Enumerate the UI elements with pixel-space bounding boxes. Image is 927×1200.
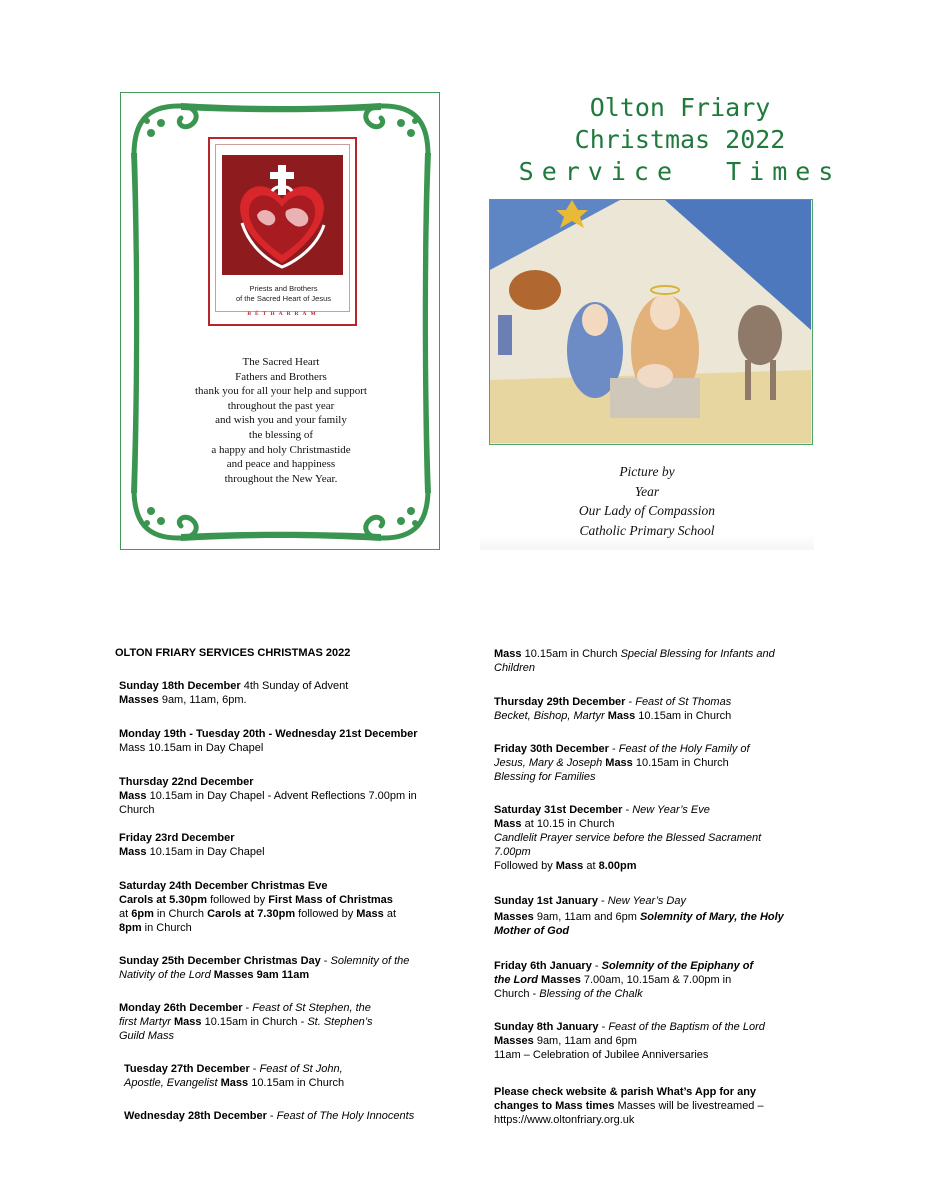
entry-dash: - <box>320 955 331 967</box>
card-message-line: and wish you and your family <box>215 414 347 427</box>
card-message-line: Fathers and Brothers <box>235 370 327 383</box>
entry-times: 10.15am in Church - <box>201 1016 308 1028</box>
entry-mass-label: Masses <box>119 694 159 706</box>
schedule-entry <box>494 647 834 675</box>
schedule-entry <box>494 803 834 873</box>
schedule-entry <box>494 1020 834 1062</box>
entry-mass-label: Masses <box>538 974 581 986</box>
entry-times: Church <box>119 804 155 816</box>
logo-place: BÉTHARRAM <box>247 311 320 317</box>
entry-text: followed by <box>207 894 269 906</box>
entry-feast: Feast of The Holy Innocents <box>276 1110 415 1122</box>
page-title <box>480 92 880 188</box>
entry-text: Church - <box>494 988 540 1000</box>
entry-times: 10.15am in Church <box>635 710 732 722</box>
entry-date: Saturday 31st December <box>494 804 623 816</box>
entry-dash: - <box>625 696 636 708</box>
card-message <box>141 355 421 486</box>
entry-mass-label: Mass <box>494 818 522 830</box>
entry-text: at <box>119 908 132 920</box>
sacred-heart-emblem <box>222 155 343 275</box>
entry-date: Wednesday 28th December <box>124 1110 267 1122</box>
entry-date: Sunday 25th December Christmas Day <box>119 955 321 967</box>
entry-feast: first Martyr <box>119 1016 171 1028</box>
entry-mass-label: Masses 9am 11am <box>210 969 310 981</box>
entry-times: 9am, 11am and 6pm <box>533 1035 637 1047</box>
entry-times: 10.15am in Day Chapel <box>146 846 265 858</box>
schedule-entry <box>494 742 834 784</box>
entry-note: Blessing for Families <box>494 771 596 783</box>
entry-text: at <box>383 908 397 920</box>
notice <box>494 1085 834 1127</box>
entry-feast: Feast of St John, <box>259 1063 343 1075</box>
entry-text: in Church <box>141 922 192 934</box>
entry-date: Monday 19th - Tuesday 20th - Wednesday 21st December <box>119 728 418 740</box>
picture-caption <box>480 462 814 550</box>
caption-line: Year <box>634 483 660 499</box>
entry-dash: - <box>622 804 633 816</box>
entry-dash: - <box>608 743 619 755</box>
entry-feast: Apostle, Evangelist <box>124 1077 218 1089</box>
entry-mass-label: Mass <box>602 757 633 769</box>
entry-times: 9am, 11am and 6pm <box>533 911 640 923</box>
entry-times: 7.00am, 10.15am & 7.00pm in <box>580 974 732 986</box>
entry-feast: Mother of God <box>494 925 570 937</box>
entry-date: Sunday 8th January <box>494 1021 599 1033</box>
schedule-entry <box>494 959 834 1001</box>
entry-dash: - <box>249 1063 260 1075</box>
entry-feast: Feast of the Holy Family of <box>618 743 750 755</box>
schedule-entry <box>124 1062 464 1090</box>
logo-line-1: Priests and Brothers <box>249 284 318 293</box>
title-line-2: Christmas 2022 <box>574 125 786 154</box>
logo-line-2: of the Sacred Heart of Jesus <box>235 294 332 303</box>
entry-note: 7.00pm <box>494 846 531 858</box>
notice-text: changes to Mass times <box>494 1100 615 1112</box>
entry-time: 8.00pm <box>598 860 637 872</box>
schedule-entry <box>494 894 834 938</box>
entry-mass-label: First Mass of Christmas <box>268 894 393 906</box>
entry-date: Thursday 22nd December <box>119 776 254 788</box>
entry-time: 6pm <box>131 908 154 920</box>
schedule-entry <box>119 727 459 755</box>
entry-text: in Church <box>153 908 208 920</box>
entry-dash: - <box>266 1110 277 1122</box>
entry-feast: Solemnity of the Epiphany of <box>601 960 754 972</box>
schedule-entry <box>119 775 459 817</box>
entry-date: Friday 23rd December <box>119 832 235 844</box>
entry-times: Mass 10.15am in Day Chapel <box>119 742 264 754</box>
entry-date: Saturday 24th December Christmas Eve <box>119 880 328 892</box>
entry-note: Children <box>494 662 535 674</box>
entry-mass-label: Mass <box>494 648 522 660</box>
entry-dash: - <box>597 895 608 907</box>
entry-note: 11am – Celebration of Jubilee Anniversaries <box>494 1049 709 1061</box>
entry-mass-label: Mass <box>119 846 147 858</box>
entry-note: Special Blessing for Infants and <box>620 648 775 660</box>
nativity-drawing <box>489 199 813 445</box>
entry-text: followed by <box>295 908 357 920</box>
card-message-line: The Sacred Heart <box>242 356 320 368</box>
entry-times: 10.15am in Church <box>248 1077 345 1089</box>
entry-mass-label: Mass <box>555 860 584 872</box>
card-message-line: and peace and happiness <box>226 458 336 471</box>
entry-note: St. Stephen’s <box>307 1016 373 1028</box>
entry-date: Sunday 1st January <box>494 895 598 907</box>
entry-mass-label: Mass <box>356 908 384 920</box>
entry-feast: Solemnity of the <box>330 955 410 967</box>
entry-date: Friday 30th December <box>494 743 609 755</box>
entry-carols: Carols at 5.30pm <box>119 894 208 906</box>
entry-feast: New Year’s Eve <box>632 804 710 816</box>
entry-note: Blessing of the Chalk <box>539 988 643 1000</box>
entry-note: 4th Sunday of Advent <box>240 680 349 692</box>
card-message-line: throughout the past year <box>227 399 335 412</box>
caption-line: Catholic Primary School <box>579 522 715 538</box>
entry-feast: the Lord <box>494 974 538 986</box>
caption-line: Picture by <box>619 464 675 479</box>
entry-feast: Feast of St Thomas <box>635 696 732 708</box>
title-line-1: Olton Friary <box>589 93 771 122</box>
entry-times: 9am, 11am, 6pm. <box>158 694 247 706</box>
entry-mass-label: Masses <box>494 911 534 923</box>
entry-note: Guild Mass <box>119 1030 175 1042</box>
schedule-entry <box>119 679 459 707</box>
entry-dash: - <box>591 960 602 972</box>
entry-feast: New Year’s Day <box>607 895 686 907</box>
website-link[interactable]: https://www.oltonfriary.org.uk <box>494 1114 635 1126</box>
entry-feast: Feast of St Stephen, the <box>252 1002 371 1014</box>
entry-feast: Becket, Bishop, Martyr <box>494 710 605 722</box>
nativity-drawing-art <box>490 200 811 443</box>
card-message-line: throughout the New Year. <box>224 472 338 485</box>
schedule-entry <box>119 831 459 859</box>
schedule-heading: OLTON FRIARY SERVICES CHRISTMAS 2022 <box>115 647 351 659</box>
schedule-entry <box>494 695 834 723</box>
schedule-entry <box>119 1001 459 1043</box>
entry-time: 8pm <box>119 922 142 934</box>
card-front <box>120 92 440 550</box>
entry-mass-label: Mass <box>119 790 147 802</box>
entry-mass-label: Mass <box>217 1077 249 1089</box>
entry-mass-label: Mass <box>604 710 636 722</box>
entry-times: 10.15am in Church <box>521 648 621 660</box>
entry-dash: - <box>598 1021 609 1033</box>
card-message-line: the blessing of <box>248 428 314 441</box>
entry-date: Friday 6th January <box>494 960 592 972</box>
caption-line: Our Lady of Compassion <box>578 503 716 518</box>
entry-text: Followed by <box>494 860 556 872</box>
entry-date: Tuesday 27th December <box>124 1063 250 1075</box>
entry-mass-label: Masses <box>494 1035 534 1047</box>
entry-date: Sunday 18th December <box>119 680 241 692</box>
entry-text: at <box>583 860 599 872</box>
entry-feast: Nativity of the Lord <box>119 969 211 981</box>
schedule-entry <box>119 954 459 982</box>
card-message-line: thank you for all your help and support <box>195 385 367 398</box>
notice-text: Masses will be livestreamed – <box>614 1100 764 1112</box>
entry-feast: Jesus, Mary & Joseph <box>494 757 603 769</box>
schedule-entry <box>119 879 459 935</box>
order-logo <box>208 137 357 326</box>
entry-date: Monday 26th December <box>119 1002 243 1014</box>
entry-feast: Solemnity of Mary, the Holy <box>639 911 784 923</box>
entry-times: 10.15am in Day Chapel - Advent Reflections 7.00pm in <box>146 790 417 802</box>
schedule-entry <box>124 1109 464 1123</box>
entry-dash: - <box>242 1002 253 1014</box>
title-line-3: Service Times <box>518 157 842 186</box>
entry-carols: Carols at 7.30pm <box>207 908 296 920</box>
entry-times: at 10.15 in Church <box>521 818 615 830</box>
entry-note: Candlelit Prayer service before the Blessed Sacrament <box>494 832 762 844</box>
entry-mass-label: Mass <box>170 1016 202 1028</box>
entry-feast: Feast of the Baptism of the Lord <box>608 1021 765 1033</box>
card-message-line: a happy and holy Christmastide <box>211 443 351 456</box>
entry-date: Thursday 29th December <box>494 696 626 708</box>
notice-text: Please check website & parish What’s App for any <box>494 1086 757 1098</box>
entry-times: 10.15am in Church <box>632 757 729 769</box>
